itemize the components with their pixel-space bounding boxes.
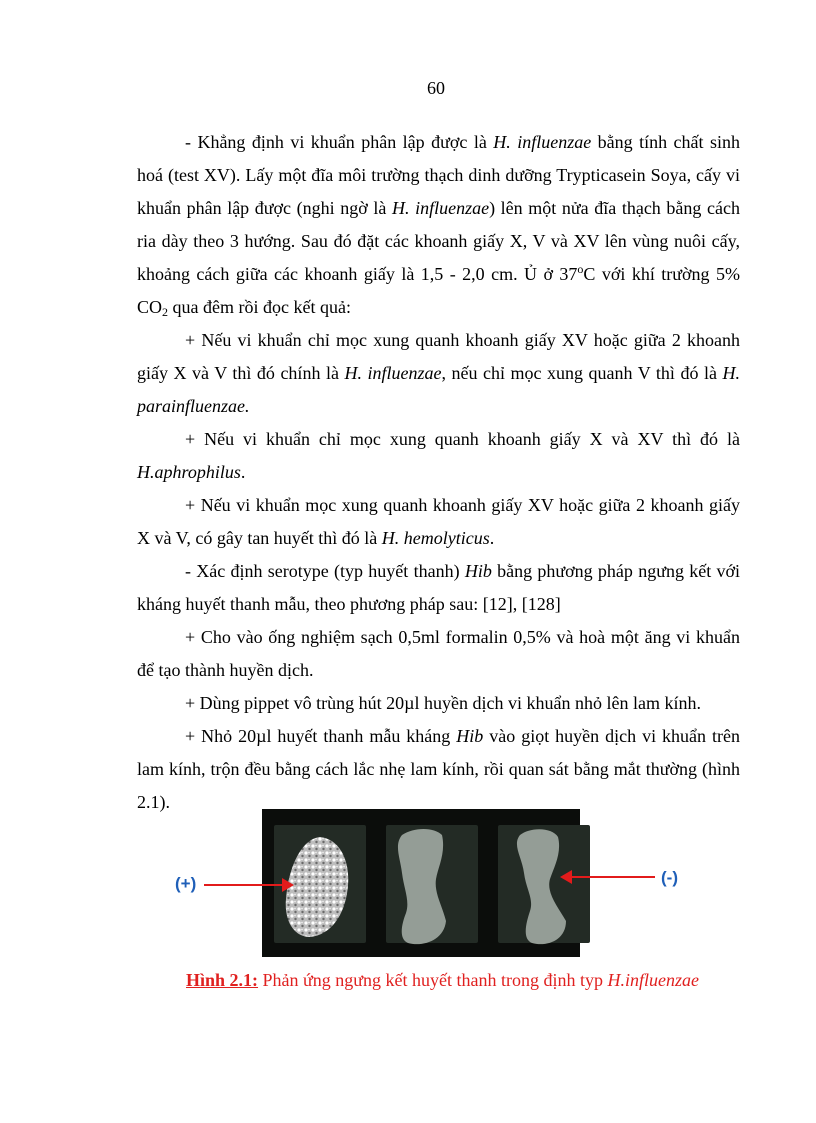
agglutinated-drop xyxy=(286,837,349,937)
negative-label: (-) xyxy=(661,868,678,887)
body-text xyxy=(137,126,740,819)
agglutination-slide-photo xyxy=(262,809,580,957)
clear-drop-right xyxy=(517,829,566,944)
paragraph-1: - Khẳng định vi khuẩn phân lập được là H. influenzae bằng tính chất sinh hoá (test XV). Lấy một đĩa môi trường thạch dinh dưỡng Trypticasein Soya, cấy vi khuẩn phân lập được (nghi ngờ là H. influenzae) lên một nửa đĩa thạch bằng cách ria dày theo 3 hướng. Sau đó đặt các khoanh giấy X, V và XV lên vùng nuôi cấy, khoảng cách giữa các khoanh giấy là 1,5 - 2,0 cm. Ủ ở 37$^o$C với khí trường 5% $CO_2$ qua đêm rồi đọc kết quả: xyxy=(137,132,740,319)
paragraph-5: - Xác định serotype (typ huyết thanh) Hib bằng phương pháp ngưng kết với kháng huyết thanh mẫu, theo phương pháp sau: [12], [128] xyxy=(137,561,740,614)
positive-label: (+) xyxy=(175,874,197,893)
paragraph-6: + Cho vào ống nghiệm sạch 0,5ml formalin 0,5% và hoà một ăng vi khuẩn để tạo thành huyền dịch. xyxy=(137,627,740,680)
paragraph-7: + Dùng pippet vô trùng hút 20µl huyền dịch vi khuẩn nhỏ lên lam kính. xyxy=(185,693,701,713)
paragraph-8: + Nhỏ 20µl huyết thanh mẫu kháng Hib vào giọt huyền dịch vi khuẩn trên lam kính, trộn đều bằng cách lắc nhẹ lam kính, rồi quan sát bằng mắt thường (hình 2.1). xyxy=(137,726,740,812)
paragraph-2: + Nếu vi khuẩn chỉ mọc xung quanh khoanh giấy XV hoặc giữa 2 khoanh giấy X và V thì đó chính là H. influenzae, nếu chỉ mọc xung quanh V thì đó là H. parainfluenzae. xyxy=(137,330,740,416)
negative-arrowhead xyxy=(560,870,572,884)
figure-caption: Hình 2.1: Phản ứng ngưng kết huyết thanh trong định typ H.influenzae xyxy=(186,970,700,990)
paragraph-4: + Nếu vi khuẩn mọc xung quanh khoanh giấy XV hoặc giữa 2 khoanh giấy X và V, có gây tan huyết thì đó là H. hemolyticus. xyxy=(137,495,740,548)
page-number: 60 xyxy=(427,78,445,98)
slide-drawing xyxy=(262,809,580,957)
clear-drop-middle xyxy=(398,829,446,944)
negative-arrow xyxy=(568,876,655,878)
positive-arrowhead xyxy=(282,878,294,892)
positive-arrow xyxy=(204,884,286,886)
paragraph-3: + Nếu vi khuẩn chỉ mọc xung quanh khoanh giấy X và XV thì đó là H.aphrophilus. xyxy=(137,429,740,482)
